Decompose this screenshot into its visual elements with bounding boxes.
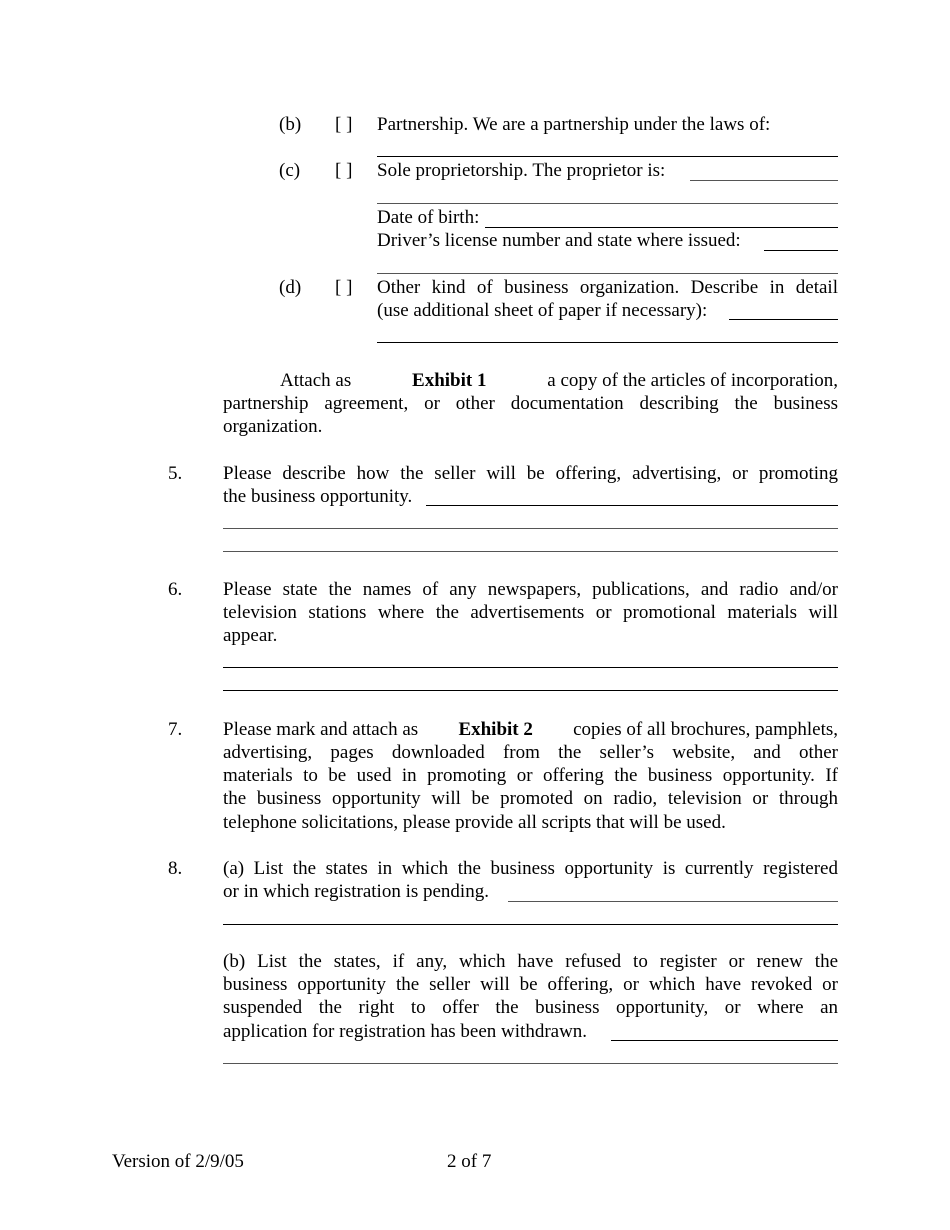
question-5-number: 5. [168,463,183,484]
drivers-license-field-line2[interactable] [377,273,838,274]
partnership-laws-field[interactable] [377,156,838,157]
item-b-label: (b) [279,114,302,135]
item-c-checkbox[interactable]: [ ] [335,160,353,181]
question-6-line1: Please state the names of any newspapers, publications, and radio and/or [223,579,838,600]
media-names-field[interactable] [223,667,838,668]
question-7-line5: telephone solicitations, please provide all scripts that will be used. [223,812,726,833]
item-c-text: Sole proprietorship. The proprietor is: [377,160,666,181]
item-d-label: (d) [279,277,302,298]
page-number: 2 of 7 [447,1151,492,1172]
question-8b-line3: suspended the right to offer the business opportunity, or where an [223,997,838,1018]
item-b-text: Partnership. We are a partnership under the laws of: [377,114,771,135]
item-d-checkbox[interactable]: [ ] [335,277,353,298]
question-8a-line2: or in which registration is pending. [223,881,489,902]
question-8-number: 8. [168,858,183,879]
media-names-field-line2[interactable] [223,690,838,691]
item-d-text-line1: Other kind of business organization. Describe in detail [377,277,838,298]
question-5-line2: the business opportunity. [223,486,413,507]
question-6-line2: television stations where the advertisements or promotional materials will [223,602,838,623]
item-d-text-line2: (use additional sheet of paper if necessary): [377,300,708,321]
question-6-number: 6. [168,579,183,600]
question-6-line3: appear. [223,625,278,646]
exhibit-1-label: Exhibit 1 [412,370,487,391]
proprietor-name-field[interactable] [690,180,838,181]
question-8b-line2: business opportunity the seller will be offering, or which have revoked or [223,974,838,995]
question-8b-line4: application for registration has been withdrawn. [223,1021,588,1042]
item-c-label: (c) [279,160,301,181]
other-organization-field-line2[interactable] [377,342,838,343]
promotion-description-field-line3[interactable] [223,551,838,552]
item-b-checkbox[interactable]: [ ] [335,114,353,135]
question-7-line4: the business opportunity will be promoted on radio, television or through [223,788,838,809]
date-of-birth-label: Date of birth: [377,207,480,228]
drivers-license-field[interactable] [764,250,838,251]
question-5-line1: Please describe how the seller will be offering, advertising, or promoting [223,463,838,484]
promotion-description-field-line2[interactable] [223,528,838,529]
promotion-description-field[interactable] [426,505,838,506]
drivers-license-label: Driver’s license number and state where issued: [377,230,741,251]
registered-states-field[interactable] [508,901,838,902]
question-7-number: 7. [168,719,183,740]
proprietor-name-field-line2[interactable] [377,203,838,204]
question-8b-line1: (b) List the states, if any, which have refused to register or renew the [223,951,838,972]
refused-states-field[interactable] [611,1040,838,1041]
question-7-line3: materials to be used in promoting or offering the business opportunity. If [223,765,838,786]
attach-exhibit1-line3: organization. [223,416,323,437]
question-7-line2: advertising, pages downloaded from the seller’s website, and other [223,742,838,763]
refused-states-field-line2[interactable] [223,1063,838,1064]
attach-exhibit1-line1: Attach as Exhibit 1 a copy of the articles of incorporation, [280,370,838,391]
exhibit-2-label: Exhibit 2 [458,719,533,740]
attach-exhibit1-line2: partnership agreement, or other documentation describing the business [223,393,838,414]
question-7-line1: Please mark and attach as Exhibit 2 copies of all brochures, pamphlets, [223,719,838,740]
registered-states-field-line2[interactable] [223,924,838,925]
version-footer: Version of 2/9/05 [112,1151,244,1172]
other-organization-field[interactable] [729,319,838,320]
date-of-birth-field[interactable] [485,227,838,228]
question-8a-line1: (a) List the states in which the business opportunity is currently registered [223,858,838,879]
